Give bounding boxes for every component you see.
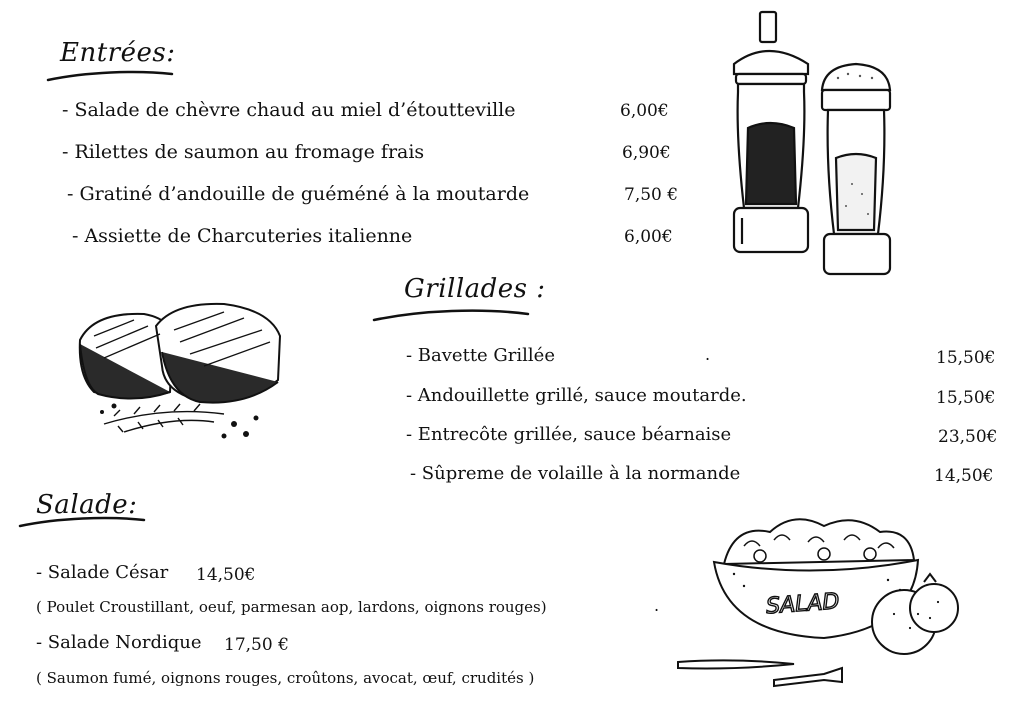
grillade-item-2-name: - Andouillette grillé, sauce moutarde. (406, 385, 747, 406)
entree-item-2-name: - Rilettes de saumon au fromage frais (62, 141, 425, 163)
salade-item-1-name: - Salade César (36, 562, 169, 583)
salad-bowl-illustration (674, 510, 974, 706)
entree-item-3-price: 7,50 € (624, 185, 679, 205)
entree-item-1-name: - Salade de chèvre chaud au miel d’étoutteville (62, 99, 516, 121)
grillade-item-1-price: 15,50€ (936, 348, 996, 368)
salade-item-1-dot: . (654, 596, 660, 615)
salade-underline-swash (18, 514, 148, 530)
entree-item-1-price: 6,00€ (620, 101, 669, 121)
entree-item-3-name: - Gratiné d’andouille de guéméné à la moutarde (67, 183, 530, 205)
grillade-item-1-dot: . (705, 345, 711, 364)
salad-bowl-label: SALAD (765, 589, 841, 620)
grillade-item-3-price: 23,50€ (938, 427, 998, 447)
grillade-item-2-price: 15,50€ (936, 388, 996, 408)
entree-item-4-price: 6,00€ (624, 227, 673, 247)
grillade-item-1-name: - Bavette Grillée (406, 345, 555, 366)
salade-item-1-description: ( Poulet Croustillant, oeuf, parmesan aop, lardons, oignons rouges) (36, 598, 547, 616)
grillade-item-3-name: - Entrecôte grillée, sauce béarnaise (406, 424, 732, 445)
grillade-item-4-name: - Sûpreme de volaille à la normande (410, 463, 741, 484)
salade-item-2-description: ( Saumon fumé, oignons rouges, croûtons, avocat, œuf, crudités ) (36, 669, 535, 687)
entree-item-4-name: - Assiette de Charcuteries italienne (72, 225, 413, 247)
entree-item-2-price: 6,90€ (622, 143, 671, 163)
grillades-underline-swash (372, 306, 532, 324)
grillades-heading: Grillades : (404, 274, 546, 304)
pepper-salt-mills-illustration (728, 8, 928, 280)
salade-item-1-price: 14,50€ (196, 565, 256, 585)
salade-heading: Salade: (36, 490, 138, 520)
salade-item-2-price: 17,50 € (224, 635, 289, 655)
entrees-heading: Entrées: (60, 38, 176, 68)
grilled-steaks-illustration (74, 296, 294, 456)
salade-item-2-name: - Salade Nordique (36, 632, 202, 653)
entrees-underline-swash (46, 68, 176, 84)
grillade-item-4-price: 14,50€ (934, 466, 994, 486)
